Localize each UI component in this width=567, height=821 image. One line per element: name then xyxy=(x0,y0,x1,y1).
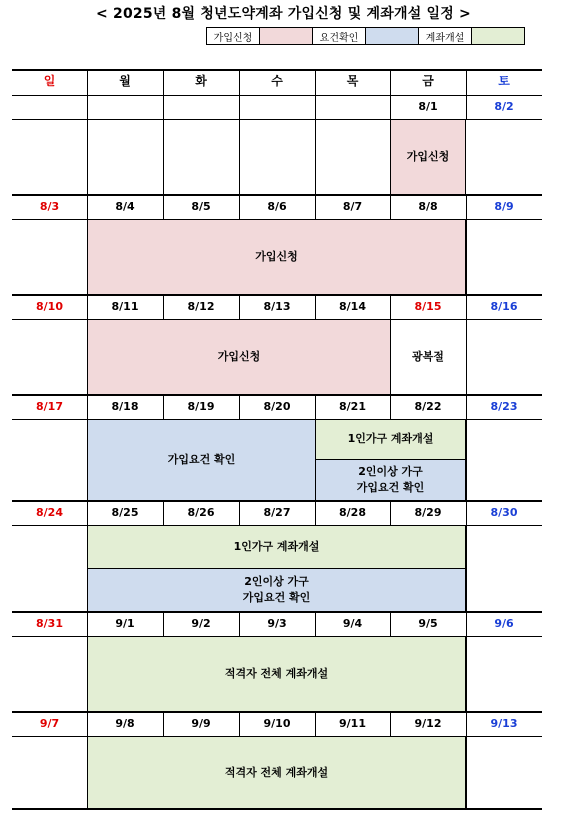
event-signup-w2: 가입신청 xyxy=(87,219,466,295)
date-cell: 8/17 xyxy=(36,400,63,414)
grid-line-date xyxy=(12,736,542,737)
date-cell: 9/12 xyxy=(414,717,442,731)
legend xyxy=(207,27,525,45)
event-multi-check-w5-line2: 가입요건 확인 xyxy=(242,591,311,604)
date-cell: 8/13 xyxy=(263,300,291,314)
date-cell: 8/6 xyxy=(267,200,287,214)
grid-vline-body xyxy=(466,736,467,810)
date-cell: 8/3 xyxy=(39,200,60,214)
date-cell: 8/16 xyxy=(490,300,518,314)
date-cell: 8/12 xyxy=(187,300,215,314)
date-cell: 8/18 xyxy=(111,400,139,414)
grid-vline-date xyxy=(239,95,240,119)
grid-vline-body xyxy=(87,736,88,810)
grid-vline-body xyxy=(390,119,391,195)
date-cell: 9/3 xyxy=(267,617,287,631)
date-cell: 8/15 xyxy=(414,300,442,314)
date-cell: 9/10 xyxy=(263,717,291,731)
date-cell: 8/31 xyxy=(36,617,63,631)
date-cell: 8/5 xyxy=(191,200,211,214)
holiday-label: 광복절 xyxy=(412,349,444,363)
grid-vline-body xyxy=(466,319,467,395)
legend-label-open: 계좌개설 xyxy=(418,27,472,45)
date-cell: 9/4 xyxy=(342,617,363,631)
weekday-header: 화 xyxy=(195,74,207,89)
event-multi-check-w4-line1: 2인이상 가구 xyxy=(358,464,423,478)
date-cell: 8/29 xyxy=(414,506,442,520)
grid-vline-body xyxy=(466,525,467,612)
grid-vline-body xyxy=(87,419,88,501)
date-cell: 8/19 xyxy=(187,400,215,414)
date-cell: 8/28 xyxy=(339,506,366,520)
date-cell: 9/1 xyxy=(115,617,135,631)
grid-line-date xyxy=(12,419,542,420)
date-cell: 8/1 xyxy=(418,100,438,114)
legend-swatch-check xyxy=(365,27,419,45)
grid-vline-body xyxy=(87,119,88,195)
date-cell: 8/22 xyxy=(414,400,442,414)
page-title: < 2025년 8월 청년도약계좌 가입신청 및 계좌개설 일정 > xyxy=(96,6,471,22)
grid-line-bottom xyxy=(12,808,542,810)
event-multi-check-w4-line2: 가입요건 확인 xyxy=(356,481,425,494)
weekday-header: 목 xyxy=(346,74,359,89)
grid-line-date xyxy=(12,219,542,220)
weekday-header: 금 xyxy=(422,74,434,89)
date-cell: 8/4 xyxy=(115,200,135,214)
grid-vline-date xyxy=(163,95,164,119)
grid-vline-date xyxy=(87,95,88,119)
date-cell: 9/2 xyxy=(191,617,211,631)
date-cell: 8/7 xyxy=(342,200,363,214)
weekday-header: 토 xyxy=(498,74,510,89)
legend-label-signup: 가입신청 xyxy=(206,27,260,45)
date-cell: 8/24 xyxy=(36,506,63,520)
grid-vline-body xyxy=(87,319,88,395)
event-single-open-w4: 1인가구 계좌개설 xyxy=(315,419,466,460)
event-signup-w3: 가입신청 xyxy=(87,319,391,395)
legend-swatch-signup xyxy=(259,27,313,45)
date-cell: 8/30 xyxy=(490,506,518,520)
event-all-open-w6: 적격자 전체 계좌개설 xyxy=(87,636,466,712)
grid-vline-body xyxy=(239,119,240,195)
grid-vline-body xyxy=(163,119,164,195)
date-cell: 9/6 xyxy=(494,617,514,631)
grid-line-date xyxy=(12,525,542,526)
grid-vline-body xyxy=(466,419,467,501)
date-cell: 9/8 xyxy=(115,717,135,731)
grid-line-date xyxy=(12,636,542,637)
event-all-open-w7: 적격자 전체 계좌개설 xyxy=(87,736,466,810)
date-cell: 8/21 xyxy=(339,400,366,414)
event-multi-check-w4 xyxy=(315,459,466,501)
date-cell: 8/2 xyxy=(494,100,514,114)
date-cell: 8/20 xyxy=(263,400,291,414)
grid-vline-body xyxy=(466,636,467,712)
legend-label-check: 요건확인 xyxy=(312,27,366,45)
date-cell: 8/25 xyxy=(111,506,139,520)
date-cell: 8/11 xyxy=(111,300,139,314)
event-check-w4: 가입요건 확인 xyxy=(87,419,316,501)
legend-swatch-open xyxy=(471,27,525,45)
date-cell: 8/8 xyxy=(418,200,438,214)
date-cell: 8/23 xyxy=(490,400,518,414)
weekday-header: 일 xyxy=(43,74,56,89)
date-cell: 9/11 xyxy=(339,717,366,731)
date-cell: 9/13 xyxy=(490,717,518,731)
weekday-header: 월 xyxy=(119,74,131,89)
event-single-open-w5: 1인가구 계좌개설 xyxy=(87,525,466,569)
grid-vline-date xyxy=(315,95,316,119)
grid-vline-body xyxy=(87,219,88,295)
grid-vline-body xyxy=(315,119,316,195)
grid-vline-body xyxy=(87,525,88,612)
date-cell: 8/9 xyxy=(494,200,514,214)
date-cell: 9/9 xyxy=(191,717,211,731)
grid-line-date xyxy=(12,119,542,120)
date-cell: 8/26 xyxy=(187,506,215,520)
weekday-header: 수 xyxy=(271,74,283,89)
date-cell: 9/7 xyxy=(39,717,60,731)
event-multi-check-w5-line1: 2인이상 가구 xyxy=(244,574,309,588)
date-cell: 8/10 xyxy=(36,300,63,314)
date-cell: 9/5 xyxy=(418,617,438,631)
date-cell: 8/14 xyxy=(339,300,366,314)
event-multi-check-w5 xyxy=(87,568,466,612)
grid-vline-body xyxy=(466,219,467,295)
date-cell: 8/27 xyxy=(263,506,291,520)
grid-vline-body xyxy=(87,636,88,712)
grid-line-date xyxy=(12,319,542,320)
event-signup-w1: 가입신청 xyxy=(390,119,466,195)
calendar xyxy=(12,69,542,810)
